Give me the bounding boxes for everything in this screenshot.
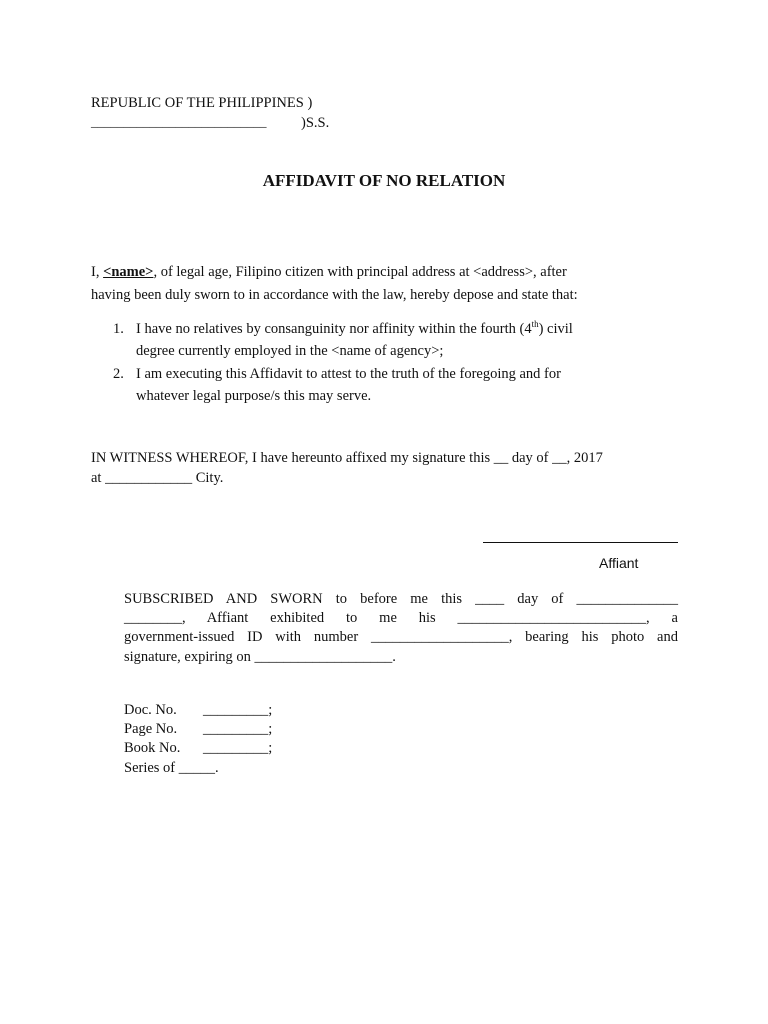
page-no-label: Page No. (124, 721, 178, 737)
book-no-label: Book No. (124, 740, 181, 756)
item-1-line-1: I have no relatives by consanguinity nor affinity within the fourth (4th) civil (136, 319, 573, 337)
affiant-name-placeholder: <name> (103, 264, 154, 280)
book-no-blank: _________; (203, 740, 273, 756)
subscribed-line-1: SUBSCRIBED AND SWORN to before me this ____ day of ______________ (124, 591, 678, 607)
intro-line-1 (91, 265, 567, 280)
item-1-line-2: degree currently employed in the <name of agency>; (136, 343, 444, 359)
witness-line-1: IN WITNESS WHEREOF, I have hereunto affixed my signature this __ day of __, 2017 (91, 450, 603, 466)
doc-no-blank: _________; (203, 702, 273, 718)
doc-no-label: Doc. No. (124, 702, 177, 718)
intro-line-1-rest: , of legal age, Filipino citizen with principal address at <address>, after (153, 264, 567, 280)
item-2-line-2: whatever legal purpose/s this may serve. (136, 388, 372, 404)
intro-line-2: having been duly sworn to in accordance with the law, hereby depose and state that: (91, 287, 578, 303)
ss-label: )S.S. (301, 115, 330, 131)
subscribed-line-3: government-issued ID with number ___________________, bearing his photo and (124, 629, 678, 645)
page-no-blank: _________; (203, 721, 273, 737)
republic-heading: REPUBLIC OF THE PHILIPPINES ) (91, 95, 313, 111)
document-title: AFFIDAVIT OF NO RELATION (262, 171, 506, 190)
subscribed-line-2: ________, Affiant exhibited to me his __________________________, a (124, 610, 678, 626)
item-2-number: 2. (113, 366, 124, 382)
witness-line-2: at ____________ City. (91, 470, 224, 486)
affiant-signature-line (483, 542, 678, 543)
venue-blank: ___________________________ (91, 114, 267, 129)
intro-prefix: I, (91, 264, 104, 280)
item-2-line-1: I am executing this Affidavit to attest to the truth of the foregoing and for (136, 366, 561, 382)
subscribed-line-4: signature, expiring on ___________________. (124, 649, 396, 665)
affiant-label: Affiant (599, 555, 639, 571)
series-label: Series of _____. (124, 760, 219, 776)
item-1-number: 1. (113, 321, 124, 337)
